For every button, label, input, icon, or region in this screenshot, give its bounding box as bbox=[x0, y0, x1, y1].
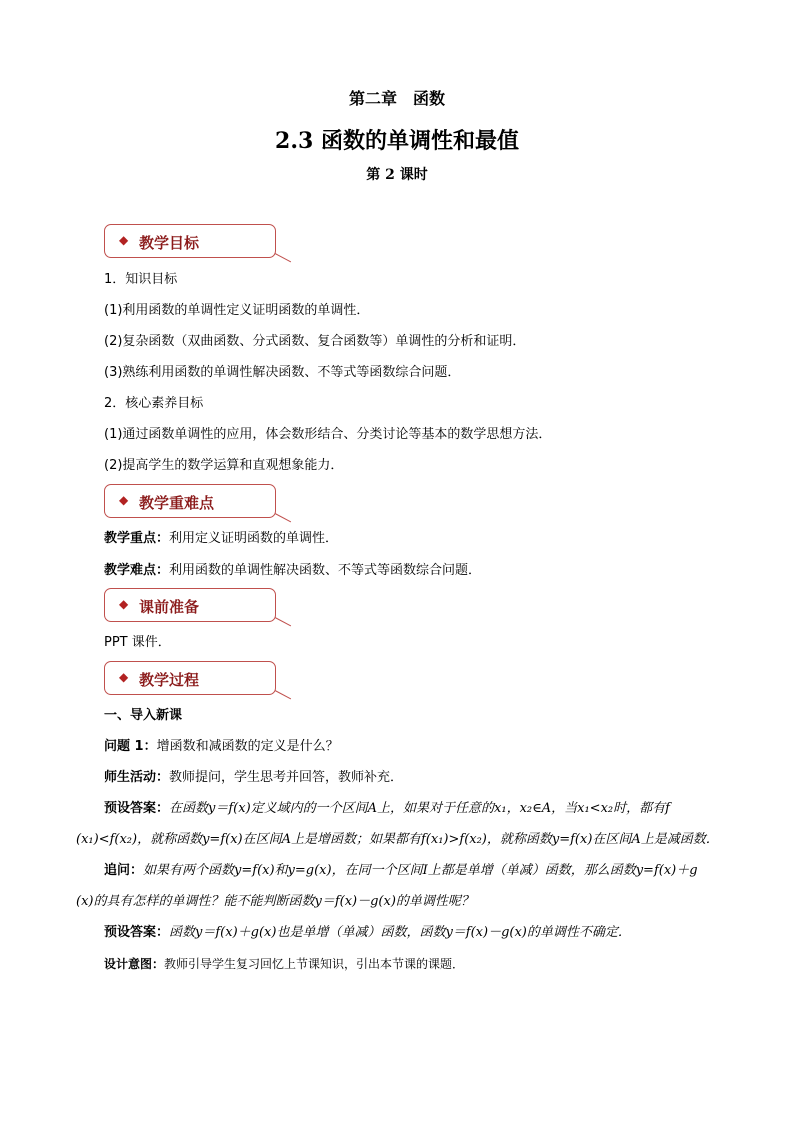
prep-text: PPT 课件． bbox=[104, 635, 171, 650]
difficult-point-label: 教学难点： bbox=[104, 563, 170, 578]
answer-text-2: (x₁)<f(x₂)，就称函数y=f(x)在区间A上是增函数；如果都有f(x₁)>f(x₂)，就称函数y=f(x)在区间A上是减函数． bbox=[76, 832, 719, 847]
follow-up-text-2: (x)的具有怎样的单调性？能不能判断函数y＝f(x)－g(x)的单调性呢？ bbox=[76, 894, 474, 909]
follow-up-text-1: 如果有两个函数y=f(x)和y=g(x)，在同一个区间I上都是单增（单减）函数，那么函数y=f(x)＋g bbox=[143, 863, 698, 878]
diamond-icon: ◆ bbox=[119, 597, 129, 611]
core-goal-title: 2．核心素养目标 bbox=[104, 396, 204, 411]
answer-text-1: 在函数y＝f(x)定义域内的一个区间A上，如果对于任意的x₁，x₂∈A，当x₁<x₂时，都有f bbox=[169, 801, 670, 816]
key-point-line bbox=[104, 530, 724, 548]
core-goal-1: (1)通过函数单调性的应用，体会数形结合、分类讨论等基本的数学思想方法． bbox=[104, 427, 552, 442]
knowledge-goal-3: (3)熟练利用函数的单调性解决函数、不等式等函数综合问题． bbox=[104, 365, 461, 380]
answer-2-line bbox=[104, 924, 724, 942]
difficult-point-line bbox=[104, 562, 724, 580]
core-goal-2: (2)提高学生的数学运算和直观想象能力． bbox=[104, 458, 344, 473]
section-title-process: 教学过程 bbox=[139, 671, 200, 689]
diamond-icon: ◆ bbox=[119, 493, 129, 507]
follow-up-line-2 bbox=[76, 893, 724, 911]
intro-heading: 一、导入新课 bbox=[104, 708, 183, 723]
question-1 bbox=[104, 738, 724, 756]
badge-tail-line bbox=[275, 253, 291, 262]
diamond-icon: ◆ bbox=[119, 233, 129, 247]
knowledge-goal-title: 1．知识目标 bbox=[104, 272, 178, 287]
design-intent-line bbox=[104, 955, 724, 973]
follow-up-label: 追问： bbox=[104, 863, 144, 878]
badge-tail-line bbox=[275, 617, 291, 626]
badge-tail-line bbox=[275, 690, 291, 699]
knowledge-goal-2: (2)复杂函数（双曲函数、分式函数、复合函数等）单调性的分析和证明． bbox=[104, 334, 526, 349]
answer-2-text: 函数y＝f(x)＋g(x)也是单增（单减）函数，函数y＝f(x)－g(x)的单调性不确定． bbox=[169, 925, 631, 940]
section-badge-process bbox=[104, 661, 276, 695]
question-1-label: 问题 1： bbox=[104, 739, 157, 754]
design-intent-label: 设计意图： bbox=[104, 957, 165, 971]
diamond-icon: ◆ bbox=[119, 670, 129, 684]
section-badge-prep bbox=[104, 588, 276, 622]
design-intent-text: 教师引导学生复习回忆上节课知识，引出本节课的课题． bbox=[164, 957, 465, 971]
activity-text: 教师提问，学生思考并回答，教师补充． bbox=[169, 770, 404, 785]
key-point-text: 利用定义证明函数的单调性． bbox=[169, 531, 339, 546]
activity-label: 师生活动： bbox=[104, 770, 170, 785]
badge-tail-line bbox=[275, 513, 291, 522]
answer-line-1 bbox=[104, 800, 724, 818]
section-badge-goals bbox=[104, 224, 276, 258]
key-point-label: 教学重点： bbox=[104, 531, 170, 546]
answer-label: 预设答案： bbox=[104, 801, 170, 816]
difficult-point-text: 利用函数的单调性解决函数、不等式等函数综合问题． bbox=[169, 563, 482, 578]
section-title-prep: 课前准备 bbox=[139, 598, 200, 616]
follow-up-line-1 bbox=[104, 862, 724, 880]
answer-line-2 bbox=[76, 831, 724, 849]
lesson-title: 2.3 函数的单调性和最值 bbox=[275, 128, 519, 154]
activity-line bbox=[104, 769, 724, 787]
lesson-number: 第 2 课时 bbox=[366, 167, 428, 183]
section-title-keypoints: 教学重难点 bbox=[139, 494, 215, 512]
answer-2-label: 预设答案： bbox=[104, 925, 170, 940]
question-1-text: 增函数和减函数的定义是什么？ bbox=[156, 739, 339, 754]
section-badge-keypoints bbox=[104, 484, 276, 518]
chapter-heading: 第二章 函数 bbox=[348, 89, 445, 108]
knowledge-goal-1: (1)利用函数的单调性定义证明函数的单调性． bbox=[104, 303, 370, 318]
section-title-goals: 教学目标 bbox=[139, 234, 200, 252]
